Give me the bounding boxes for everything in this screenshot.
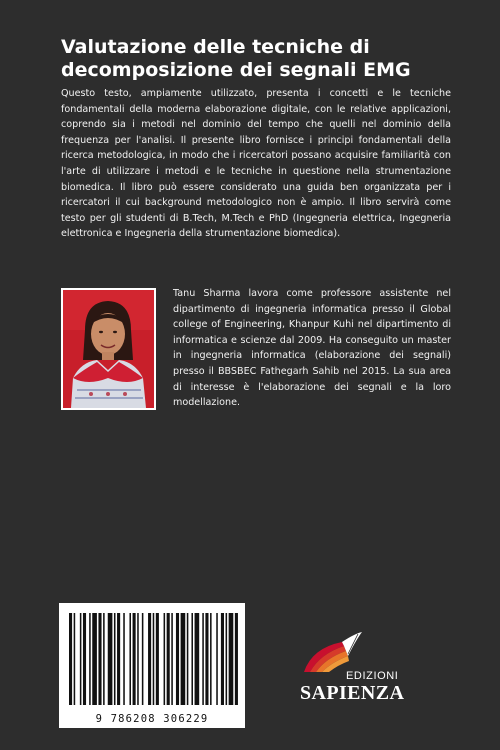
barcode-bar: [133, 613, 136, 705]
barcode-bar: [74, 613, 76, 705]
barcode-bar: [89, 613, 91, 705]
barcode-bar: [123, 613, 125, 705]
barcode-bar: [92, 613, 97, 705]
barcode-bar: [117, 613, 120, 705]
barcode-bar: [205, 613, 208, 705]
barcode-bar: [156, 613, 159, 705]
barcode-bar: [216, 613, 218, 705]
author-portrait-icon: [63, 290, 154, 408]
barcode-bar: [202, 613, 204, 705]
barcode-bar: [181, 613, 186, 705]
isbn-number: 9 786208 306229: [95, 713, 209, 725]
barcode-bar: [235, 613, 238, 705]
barcode-bar: [221, 613, 224, 705]
barcode-bar: [137, 613, 139, 705]
barcode-bar: [229, 613, 234, 705]
author-photo: [61, 288, 156, 410]
barcode-bar: [171, 613, 173, 705]
book-title: Valutazione delle tecniche di decomposizione dei segnali EMG: [61, 36, 411, 81]
barcode-bar: [83, 613, 86, 705]
publisher-edizioni: EDIZIONI: [346, 670, 399, 682]
barcode-bar: [176, 613, 179, 705]
barcode-bar: [167, 613, 170, 705]
barcode-icon: [59, 603, 245, 711]
publisher-name: SAPIENZA: [300, 682, 405, 704]
isbn-barcode: [59, 603, 245, 728]
barcode-bar: [191, 613, 193, 705]
barcode-bar: [153, 613, 155, 705]
barcode-bar: [80, 613, 82, 705]
publisher-logo: [296, 630, 426, 710]
barcode-bar: [69, 613, 72, 705]
barcode-bar: [195, 613, 200, 705]
author-bio: Tanu Sharma lavora come professore assistente nel dipartimento di ingegneria informatica presso il Global college of Engineering, Khanpur Kuhi nel dipartimento di informatica e scienze dal 2009. Ha conseguito un master in ingegneria informatica (elaborazione dei segnali) presso il BBSBEC Fathegarh Sahib nel 2015. La sua area di interesse è l'elaborazione dei segnali e la loro modellazione.: [173, 288, 451, 409]
barcode-bar: [108, 613, 113, 705]
book-description: Questo testo, ampiamente utilizzato, presenta i concetti e le tecniche fondamentali della moderna elaborazione digitale, con le relative applicazioni, coprendo sia i metodi nel dominio del tempo che quelli nel dominio della frequenza per l'analisi. Il presente libro fornisce i principi fondamentali della ricerca metodologica, in modo che i ricercatori possano acquisire familiarità con l'arte di utilizzare i metodi e le tecniche in questione nella strumentazione biomedica. Il libro può essere considerato una guida ben organizzata per i ricercatori il cui background metodologico non è ampio. Il libro servirà come testo per gli studenti di B.Tech, M.Tech e PhD (Ingegneria elettrica, Ingegneria elettronica e Ingegneria della strumentazione biomedica).: [61, 88, 451, 240]
barcode-bar: [164, 613, 166, 705]
barcode-bar: [103, 613, 105, 705]
barcode-bar: [98, 613, 101, 705]
quill-fan-icon: [298, 630, 366, 674]
barcode-bar: [129, 613, 131, 705]
barcode-bar: [142, 613, 144, 705]
barcode-bar: [210, 613, 212, 705]
barcode-bar: [148, 613, 151, 705]
barcode-bar: [226, 613, 228, 705]
barcode-bar: [187, 613, 189, 705]
barcode-bar: [114, 613, 116, 705]
